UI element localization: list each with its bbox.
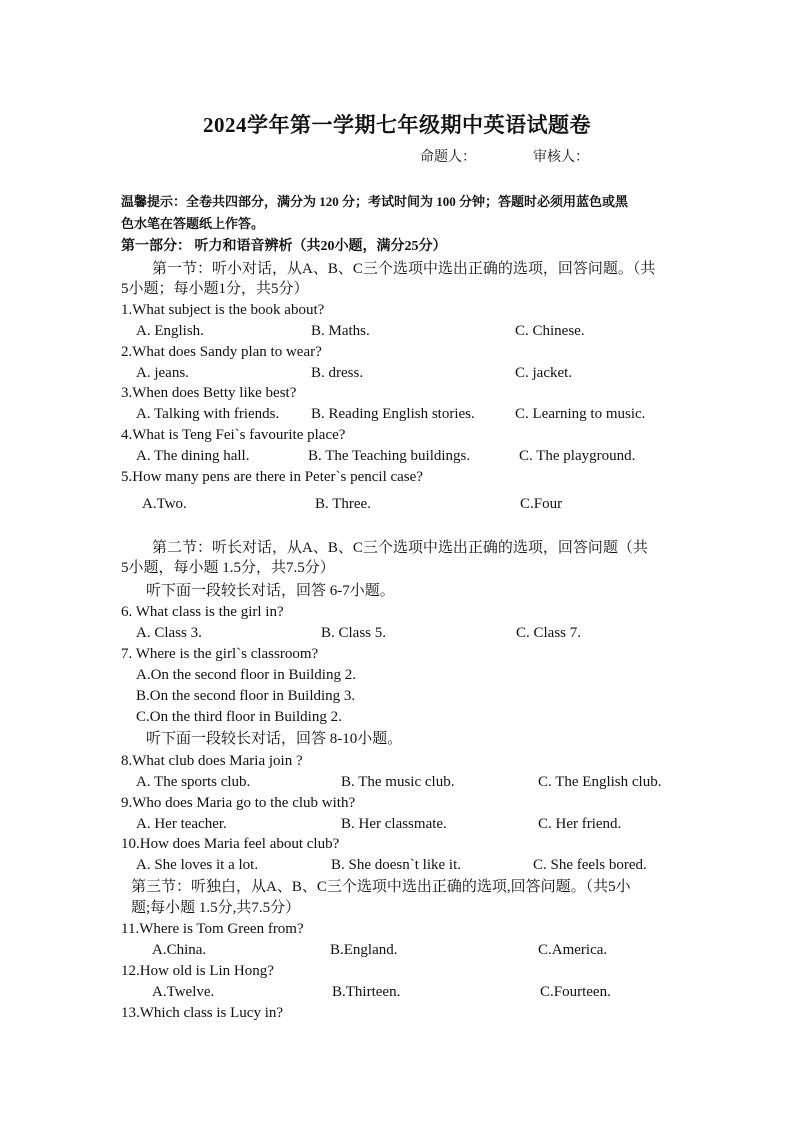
question-9: 9.Who does Maria go to the club with?	[121, 795, 356, 811]
section1-instruction-2: 5小题；每小题1分，共5分）	[121, 281, 309, 297]
section3-instruction-1: 第三节：听独白，从A、B、C三个选项中选出正确的选项,回答问题。（共5小	[131, 879, 631, 895]
q10-option-c: C. She feels bored.	[533, 857, 647, 873]
question-8: 8.What club does Maria join ?	[121, 753, 303, 769]
reviewer-label: 审核人：	[533, 150, 589, 165]
section1-instruction-1: 第一节：听小对话，从A、B、C三个选项中选出正确的选项，回答问题。（共	[152, 261, 656, 277]
section2-instruction-2: 5小题，每小题 1.5分，共7.5分）	[121, 560, 335, 576]
q12-option-b: B.Thirteen.	[332, 984, 401, 1000]
question-5: 5.How many pens are there in Peter`s pencil case?	[121, 469, 423, 485]
q11-option-a: A.China.	[152, 942, 207, 958]
q2-option-a: A. jeans.	[136, 365, 189, 381]
q9-option-c: C. Her friend.	[538, 816, 622, 832]
q6-option-b: B. Class 5.	[321, 625, 387, 641]
part1-heading: 第一部分： 听力和语音辨析（共20小题，满分25分）	[121, 239, 447, 254]
question-4: 4.What is Teng Fei`s favourite place?	[121, 427, 346, 443]
q5-option-b: B. Three.	[315, 496, 371, 512]
question-10: 10.How does Maria feel about club?	[121, 836, 340, 852]
q2-option-c: C. jacket.	[515, 365, 573, 381]
q5-option-c: C.Four	[520, 496, 563, 512]
q11-option-c: C.America.	[538, 942, 608, 958]
q4-option-c: C. The playground.	[519, 448, 636, 464]
section3-instruction-2: 题;每小题 1.5分,共7.5分）	[131, 900, 301, 916]
section2-note-1: 听下面一段较长对话，回答 6-7小题。	[146, 583, 395, 599]
setter-label: 命题人：	[420, 150, 476, 165]
tip-line-2: 色水笔在答题纸上作答。	[121, 216, 265, 231]
q1-option-a: A. English.	[136, 323, 204, 339]
q11-option-b: B.England.	[330, 942, 398, 958]
question-12: 12.How old is Lin Hong?	[121, 963, 274, 979]
q3-option-a: A. Talking with friends.	[136, 406, 280, 422]
q9-option-a: A. Her teacher.	[136, 816, 227, 832]
q12-option-a: A.Twelve.	[152, 984, 215, 1000]
q12-option-c: C.Fourteen.	[540, 984, 611, 1000]
section2-instruction-1: 第二节：听长对话，从A、B、C三个选项中选出正确的选项，回答问题（共	[152, 540, 648, 556]
question-3: 3.When does Betty like best?	[121, 385, 297, 401]
q8-option-b: B. The music club.	[341, 774, 455, 790]
q2-option-b: B. dress.	[311, 365, 364, 381]
question-2: 2.What does Sandy plan to wear?	[121, 344, 322, 360]
q9-option-b: B. Her classmate.	[341, 816, 447, 832]
q6-option-a: A. Class 3.	[136, 625, 202, 641]
section2-note-2: 听下面一段较长对话，回答 8-10小题。	[146, 731, 403, 747]
q10-option-a: A. She loves it a lot.	[136, 857, 259, 873]
question-6: 6. What class is the girl in?	[121, 604, 284, 620]
q4-option-b: B. The Teaching buildings.	[308, 448, 471, 464]
q4-option-a: A. The dining hall.	[136, 448, 250, 464]
question-13: 13.Which class is Lucy in?	[121, 1005, 284, 1021]
q10-option-b: B. She doesn`t like it.	[331, 857, 461, 873]
q3-option-b: B. Reading English stories.	[311, 406, 475, 422]
q5-option-a: A.Two.	[142, 496, 187, 512]
tip-line-1: 温馨提示：全卷共四部分，满分为 120 分；考试时间为 100 分钟；答题时必须用蓝色或黑	[121, 194, 629, 209]
q1-option-c: C. Chinese.	[515, 323, 585, 339]
q1-option-b: B. Maths.	[311, 323, 370, 339]
q8-option-c: C. The English club.	[538, 774, 662, 790]
q7-option-a: A.On the second floor in Building 2.	[136, 667, 356, 683]
question-1: 1.What subject is the book about?	[121, 302, 325, 318]
question-11: 11.Where is Tom Green from?	[121, 921, 304, 937]
question-7: 7. Where is the girl`s classroom?	[121, 646, 319, 662]
q8-option-a: A. The sports club.	[136, 774, 251, 790]
page-title: 2024学年第一学期七年级期中英语试题卷	[203, 113, 591, 137]
q6-option-c: C. Class 7.	[516, 625, 582, 641]
q3-option-c: C. Learning to music.	[515, 406, 646, 422]
q7-option-c: C.On the third floor in Building 2.	[136, 709, 342, 725]
q7-option-b: B.On the second floor in Building 3.	[136, 688, 356, 704]
